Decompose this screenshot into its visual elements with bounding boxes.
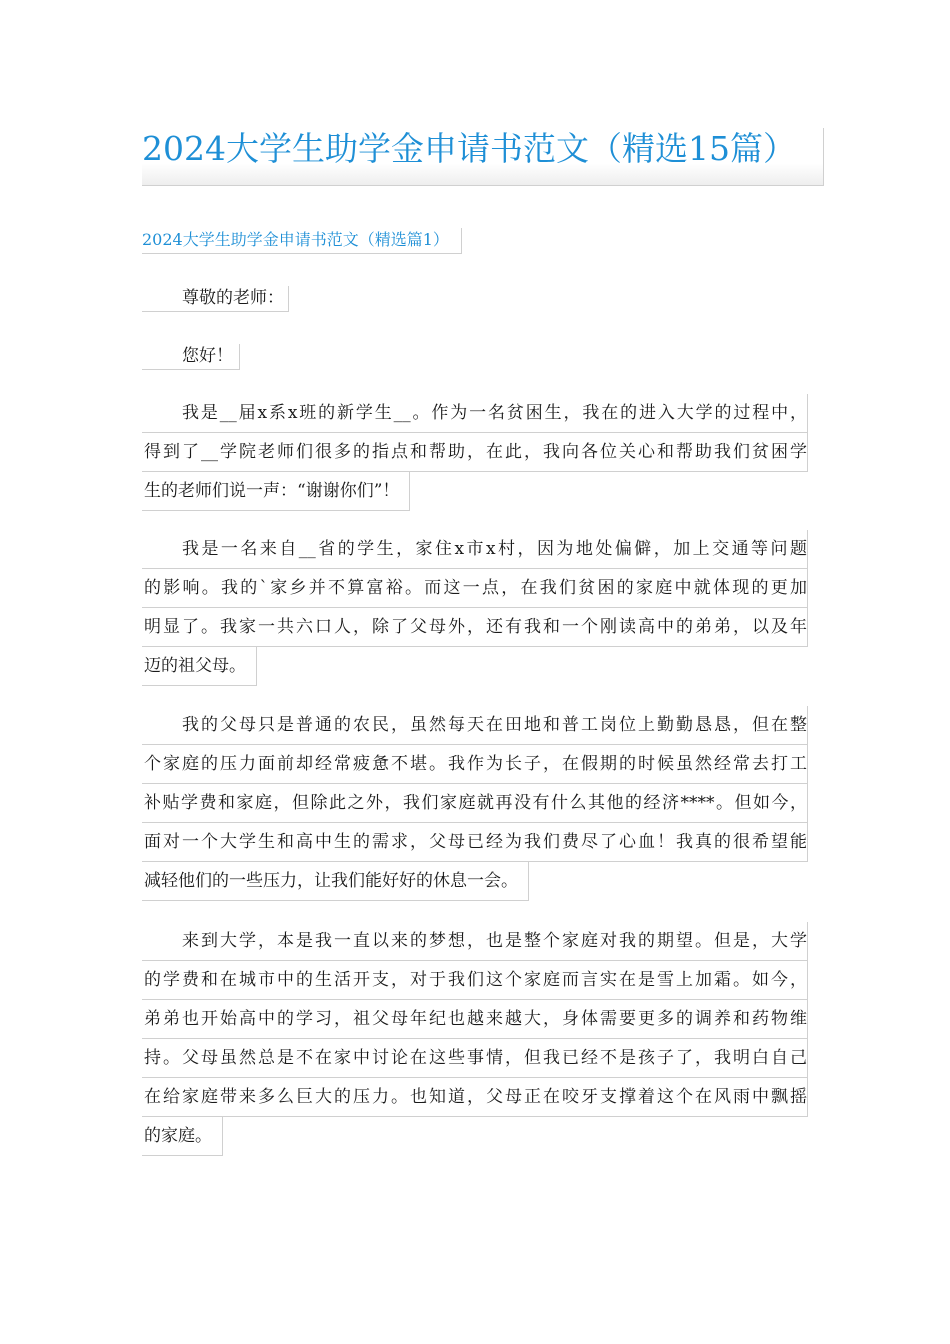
paragraph-line: 迈的祖父母。	[142, 647, 257, 686]
paragraph-line: 我是__届x系x班的新学生__。作为一名贫困生，我在的进入大学的过程中，	[142, 394, 808, 433]
paragraph-line: 持。父母虽然总是不在家中讨论在这些事情，但我已经不是孩子了，我明白自己	[142, 1039, 808, 1078]
paragraph-line: 明显了。我家一共六口人，除了父母外，还有我和一个刚读高中的弟弟，以及年	[142, 608, 808, 647]
paragraph-line: 在给家庭带来多么巨大的压力。也知道，父母正在咬牙支撑着这个在风雨中飘摇	[142, 1078, 808, 1117]
paragraph-line: 来到大学，本是我一直以来的梦想，也是整个家庭对我的期望。但是，大学	[142, 922, 808, 961]
paragraph-line: 的家庭。	[142, 1117, 223, 1156]
paragraph-line: 得到了__学院老师们很多的指点和帮助，在此，我向各位关心和帮助我们贫困学	[142, 433, 808, 472]
greeting: 您好！	[142, 344, 240, 370]
paragraph-4	[142, 922, 808, 1156]
salutation: 尊敬的老师：	[142, 286, 289, 312]
paragraph-line: 个家庭的压力面前却经常疲惫不堪。我作为长子，在假期的时候虽然经常去打工	[142, 745, 808, 784]
paragraph-line: 面对一个大学生和高中生的需求，父母已经为我们费尽了心血！我真的很希望能	[142, 823, 808, 862]
paragraph-line: 减轻他们的一些压力，让我们能好好的休息一会。	[142, 862, 529, 901]
paragraph-3	[142, 706, 808, 901]
paragraph-1	[142, 394, 808, 511]
paragraph-line: 补贴学费和家庭，但除此之外，我们家庭就再没有什么其他的经济****。但如今，	[142, 784, 808, 823]
paragraph-line: 生的老师们说一声：“谢谢你们”！	[142, 472, 410, 511]
paragraph-2	[142, 530, 808, 686]
paragraph-line: 我的父母只是普通的农民，虽然每天在田地和普工岗位上勤勤恳恳，但在整	[142, 706, 808, 745]
paragraph-line: 我是一名来自__省的学生，家住x市x村，因为地处偏僻，加上交通等问题	[142, 530, 808, 569]
paragraph-line: 的学费和在城市中的生活开支，对于我们这个家庭而言实在是雪上加霜。如今，	[142, 961, 808, 1000]
paragraph-line: 的影响。我的`家乡并不算富裕。而这一点，在我们贫困的家庭中就体现的更加	[142, 569, 808, 608]
section-title: 2024大学生助学金申请书范文（精选篇1）	[142, 228, 462, 254]
document-title: 2024大学生助学金申请书范文（精选15篇）	[142, 128, 824, 186]
paragraph-line: 弟弟也开始高中的学习，祖父母年纪也越来越大，身体需要更多的调养和药物维	[142, 1000, 808, 1039]
